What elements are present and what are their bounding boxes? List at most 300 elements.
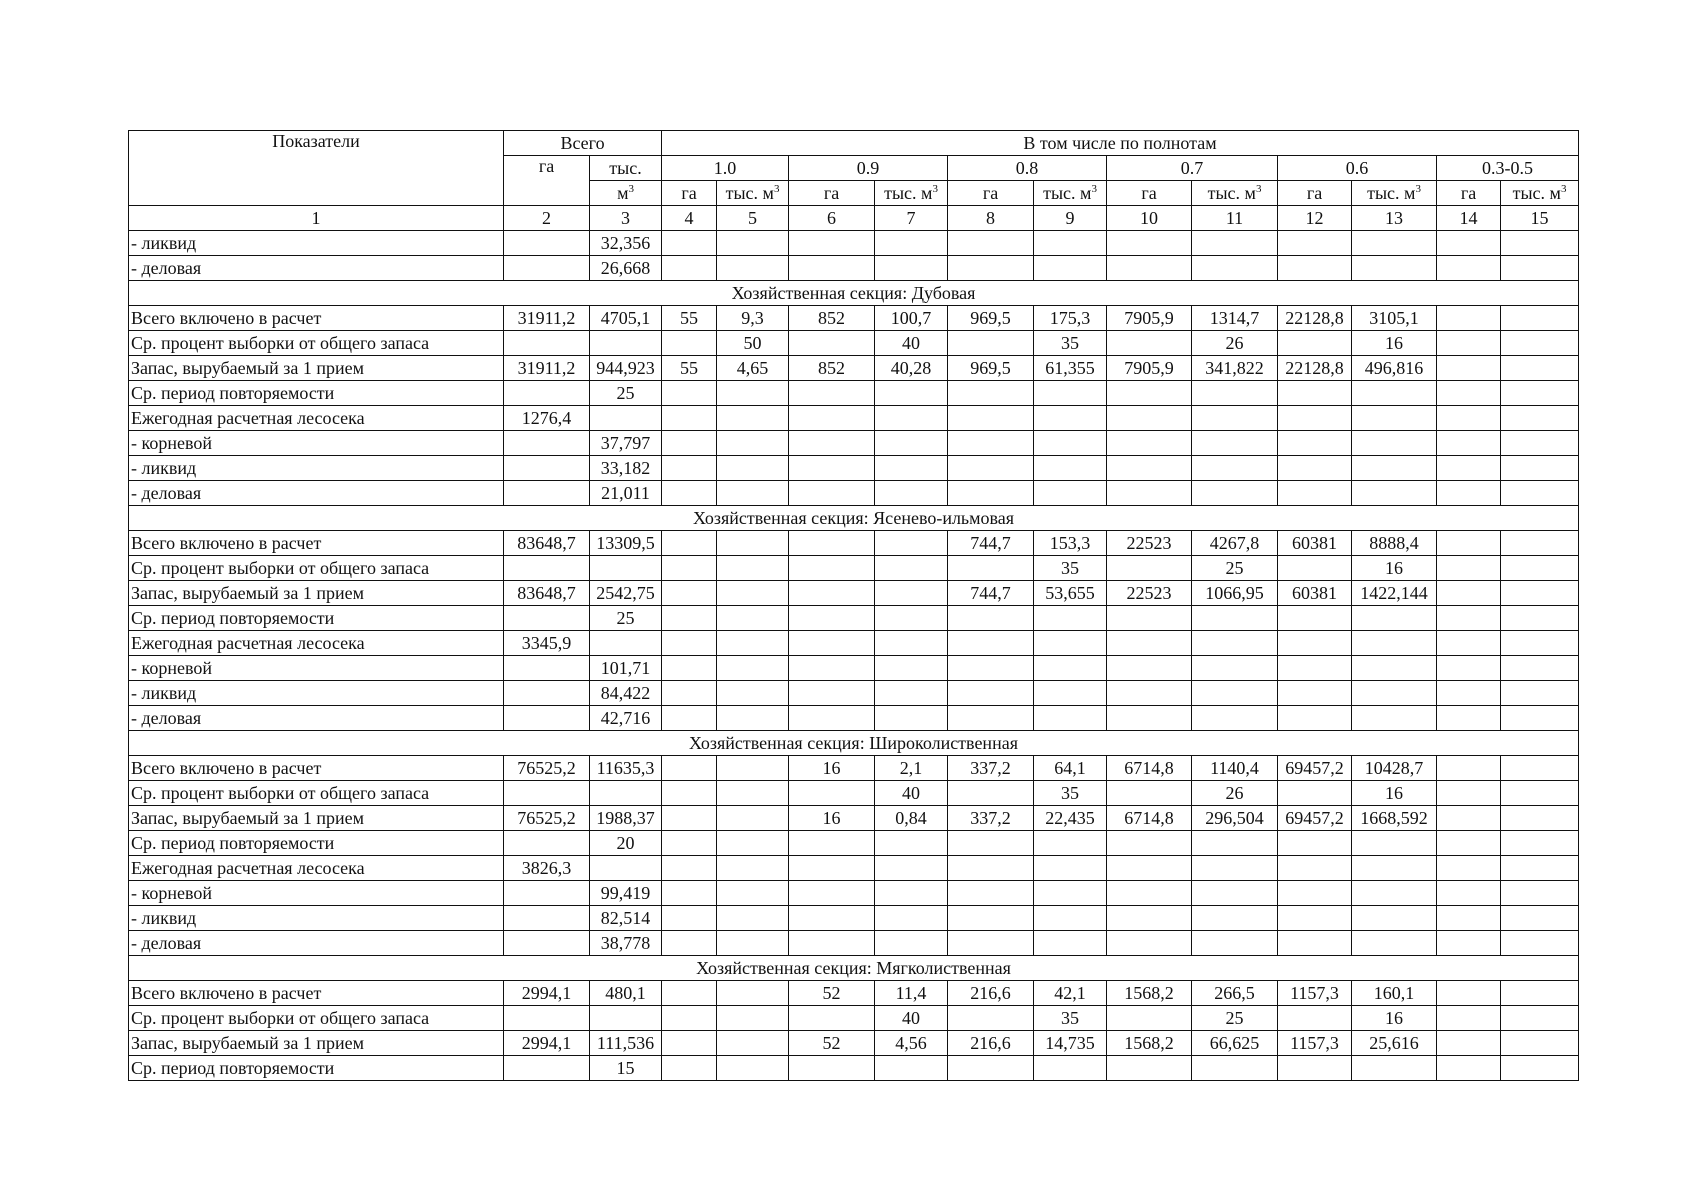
table-cell bbox=[717, 631, 789, 656]
table-cell: 3826,3 bbox=[504, 856, 590, 881]
table-cell bbox=[1437, 356, 1501, 381]
table-cell bbox=[662, 456, 717, 481]
table-cell bbox=[590, 631, 662, 656]
table-cell bbox=[1437, 656, 1501, 681]
header-unit-ha: га bbox=[1107, 181, 1192, 206]
table-cell bbox=[1352, 231, 1437, 256]
table-cell bbox=[662, 656, 717, 681]
table-cell bbox=[590, 406, 662, 431]
table-cell bbox=[1278, 481, 1352, 506]
table-cell bbox=[717, 481, 789, 506]
table-cell: 969,5 bbox=[948, 306, 1034, 331]
table-cell bbox=[1278, 881, 1352, 906]
table-cell bbox=[1278, 906, 1352, 931]
header-density-0-6: 0.6 bbox=[1278, 156, 1437, 181]
table-cell bbox=[717, 1006, 789, 1031]
table-cell: 0,84 bbox=[875, 806, 948, 831]
table-cell bbox=[1501, 456, 1579, 481]
table-cell: 52 bbox=[789, 981, 875, 1006]
table-cell bbox=[789, 431, 875, 456]
table-cell bbox=[1034, 406, 1107, 431]
table-cell: 14,735 bbox=[1034, 1031, 1107, 1056]
table-cell bbox=[1437, 781, 1501, 806]
table-cell bbox=[1278, 656, 1352, 681]
table-cell bbox=[875, 856, 948, 881]
header-unit-ha: га bbox=[662, 181, 717, 206]
table-row bbox=[129, 231, 1579, 256]
table-cell bbox=[948, 331, 1034, 356]
table-cell bbox=[1107, 1056, 1192, 1081]
row-label: Всего включено в расчет bbox=[129, 756, 504, 781]
table-cell bbox=[1278, 556, 1352, 581]
table-cell bbox=[1352, 456, 1437, 481]
table-cell bbox=[1278, 456, 1352, 481]
table-cell bbox=[1437, 456, 1501, 481]
table-cell bbox=[1437, 1031, 1501, 1056]
table-cell bbox=[1501, 656, 1579, 681]
table-cell bbox=[1107, 631, 1192, 656]
table-cell: 25 bbox=[590, 381, 662, 406]
table-cell bbox=[1107, 231, 1192, 256]
table-cell: 22128,8 bbox=[1278, 306, 1352, 331]
table-cell: 16 bbox=[1352, 1006, 1437, 1031]
table-cell: 50 bbox=[717, 331, 789, 356]
table-cell bbox=[1107, 431, 1192, 456]
table-cell bbox=[789, 856, 875, 881]
table-cell: 83648,7 bbox=[504, 581, 590, 606]
table-cell bbox=[504, 556, 590, 581]
table-row bbox=[129, 356, 1579, 381]
table-cell bbox=[1278, 1006, 1352, 1031]
column-number: 11 bbox=[1192, 206, 1278, 231]
table-cell: 160,1 bbox=[1352, 981, 1437, 1006]
table-cell bbox=[875, 406, 948, 431]
table-cell: 1140,4 bbox=[1192, 756, 1278, 781]
table-row bbox=[129, 1006, 1579, 1031]
table-cell bbox=[789, 256, 875, 281]
table-cell: 266,5 bbox=[1192, 981, 1278, 1006]
table-cell bbox=[789, 231, 875, 256]
table-cell bbox=[1352, 381, 1437, 406]
table-cell: 1568,2 bbox=[1107, 981, 1192, 1006]
header-unit-m3 bbox=[590, 181, 662, 206]
table-cell bbox=[1192, 631, 1278, 656]
table-cell: 496,816 bbox=[1352, 356, 1437, 381]
table-row bbox=[129, 881, 1579, 906]
table-cell bbox=[1192, 681, 1278, 706]
table-cell bbox=[789, 1056, 875, 1081]
table-cell bbox=[1501, 756, 1579, 781]
table-cell: 60381 bbox=[1278, 531, 1352, 556]
table-cell bbox=[717, 231, 789, 256]
table-cell bbox=[1437, 856, 1501, 881]
table-cell bbox=[1437, 606, 1501, 631]
table-cell bbox=[504, 1056, 590, 1081]
table-cell bbox=[1107, 656, 1192, 681]
table-cell: 35 bbox=[1034, 1006, 1107, 1031]
table-cell bbox=[1107, 906, 1192, 931]
table-cell bbox=[1501, 431, 1579, 456]
table-cell bbox=[789, 606, 875, 631]
header-unit-thous-m3 bbox=[875, 181, 948, 206]
table-cell bbox=[1034, 456, 1107, 481]
unit-superscript: 3 bbox=[1255, 183, 1262, 195]
column-number: 15 bbox=[1501, 206, 1579, 231]
table-cell bbox=[948, 931, 1034, 956]
table-cell bbox=[1437, 381, 1501, 406]
table-cell bbox=[1437, 481, 1501, 506]
table-cell: 22128,8 bbox=[1278, 356, 1352, 381]
table-cell bbox=[662, 531, 717, 556]
table-cell bbox=[662, 431, 717, 456]
table-cell bbox=[504, 481, 590, 506]
table-cell bbox=[504, 256, 590, 281]
table-cell bbox=[1192, 856, 1278, 881]
table-cell bbox=[875, 631, 948, 656]
header-unit-thous-m3 bbox=[1352, 181, 1437, 206]
table-cell: 1157,3 bbox=[1278, 981, 1352, 1006]
table-cell bbox=[1501, 606, 1579, 631]
table-cell bbox=[1352, 931, 1437, 956]
column-number: 14 bbox=[1437, 206, 1501, 231]
table-cell: 83648,7 bbox=[504, 531, 590, 556]
table-cell bbox=[1437, 906, 1501, 931]
table-cell: 216,6 bbox=[948, 981, 1034, 1006]
row-label: Запас, вырубаемый за 1 прием bbox=[129, 806, 504, 831]
table-cell bbox=[1437, 306, 1501, 331]
table-cell bbox=[1192, 706, 1278, 731]
table-cell: 69457,2 bbox=[1278, 806, 1352, 831]
table-cell: 4,56 bbox=[875, 1031, 948, 1056]
table-cell bbox=[1437, 881, 1501, 906]
table-cell bbox=[875, 256, 948, 281]
table-row bbox=[129, 831, 1579, 856]
table-cell bbox=[1278, 406, 1352, 431]
table-cell bbox=[717, 881, 789, 906]
table-row bbox=[129, 781, 1579, 806]
table-cell bbox=[662, 331, 717, 356]
table-row bbox=[129, 681, 1579, 706]
table-cell bbox=[662, 981, 717, 1006]
table-cell bbox=[1107, 706, 1192, 731]
table-cell: 22523 bbox=[1107, 531, 1192, 556]
header-density-0-9: 0.9 bbox=[789, 156, 948, 181]
table-cell: 64,1 bbox=[1034, 756, 1107, 781]
table-cell: 3345,9 bbox=[504, 631, 590, 656]
table-cell bbox=[948, 606, 1034, 631]
table-cell bbox=[1437, 1056, 1501, 1081]
table-cell bbox=[1437, 431, 1501, 456]
table-cell bbox=[875, 531, 948, 556]
table-cell bbox=[789, 906, 875, 931]
table-cell bbox=[1034, 431, 1107, 456]
table-row bbox=[129, 581, 1579, 606]
table-cell bbox=[789, 706, 875, 731]
table-cell: 101,71 bbox=[590, 656, 662, 681]
table-cell bbox=[1278, 256, 1352, 281]
table-cell: 6714,8 bbox=[1107, 756, 1192, 781]
table-cell bbox=[1352, 1056, 1437, 1081]
table-cell bbox=[1501, 256, 1579, 281]
table-cell bbox=[948, 781, 1034, 806]
table-cell: 480,1 bbox=[590, 981, 662, 1006]
table-cell bbox=[1437, 931, 1501, 956]
table-cell bbox=[717, 531, 789, 556]
table-row bbox=[129, 556, 1579, 581]
unit-superscript: 3 bbox=[932, 183, 938, 195]
table-cell bbox=[948, 406, 1034, 431]
table-cell bbox=[717, 756, 789, 781]
table-cell bbox=[948, 456, 1034, 481]
table-cell bbox=[789, 931, 875, 956]
table-cell bbox=[789, 831, 875, 856]
unit-superscript: 3 bbox=[1560, 183, 1567, 195]
header-total-ha: га bbox=[504, 156, 590, 206]
table-cell: 111,536 bbox=[590, 1031, 662, 1056]
table-cell bbox=[504, 831, 590, 856]
table-cell bbox=[789, 681, 875, 706]
header-unit-ha: га bbox=[789, 181, 875, 206]
table-cell bbox=[662, 1006, 717, 1031]
table-row bbox=[129, 531, 1579, 556]
table-cell bbox=[1501, 706, 1579, 731]
table-cell bbox=[1352, 881, 1437, 906]
table-cell bbox=[1278, 606, 1352, 631]
table-cell bbox=[1192, 656, 1278, 681]
table-cell bbox=[948, 656, 1034, 681]
table-cell bbox=[1107, 256, 1192, 281]
table-row bbox=[129, 456, 1579, 481]
table-cell bbox=[504, 431, 590, 456]
table-cell: 2,1 bbox=[875, 756, 948, 781]
table-cell bbox=[1107, 556, 1192, 581]
table-cell bbox=[789, 331, 875, 356]
row-label: Ср. период повторяемости bbox=[129, 831, 504, 856]
table-cell bbox=[789, 781, 875, 806]
table-cell: 7905,9 bbox=[1107, 306, 1192, 331]
unit-text: тыс. м bbox=[1043, 183, 1092, 203]
column-number: 6 bbox=[789, 206, 875, 231]
table-cell bbox=[1437, 581, 1501, 606]
table-cell bbox=[717, 456, 789, 481]
table-cell bbox=[504, 656, 590, 681]
table-cell bbox=[504, 606, 590, 631]
table-row bbox=[129, 1031, 1579, 1056]
table-cell bbox=[662, 581, 717, 606]
table-cell: 337,2 bbox=[948, 806, 1034, 831]
table-cell bbox=[789, 631, 875, 656]
table-cell bbox=[662, 831, 717, 856]
table-cell bbox=[717, 1056, 789, 1081]
table-row bbox=[129, 906, 1579, 931]
table-cell: 55 bbox=[662, 356, 717, 381]
table-cell bbox=[1437, 981, 1501, 1006]
table-cell bbox=[1352, 906, 1437, 931]
section-title: Хозяйственная секция: Мягколиственная bbox=[129, 956, 1579, 981]
row-label: Ср. процент выборки от общего запаса bbox=[129, 781, 504, 806]
table-cell bbox=[1352, 481, 1437, 506]
table-cell bbox=[717, 856, 789, 881]
table-cell: 40 bbox=[875, 1006, 948, 1031]
unit-superscript: 3 bbox=[1091, 183, 1097, 195]
row-label: Ежегодная расчетная лесосека bbox=[129, 631, 504, 656]
table-cell bbox=[1278, 431, 1352, 456]
table-cell bbox=[789, 406, 875, 431]
table-cell bbox=[948, 856, 1034, 881]
table-cell bbox=[662, 406, 717, 431]
row-label: Ср. процент выборки от общего запаса bbox=[129, 556, 504, 581]
table-cell bbox=[875, 456, 948, 481]
row-label: - ликвид bbox=[129, 231, 504, 256]
table-cell: 35 bbox=[1034, 331, 1107, 356]
section-row bbox=[129, 731, 1579, 756]
table-row bbox=[129, 656, 1579, 681]
table-cell bbox=[875, 906, 948, 931]
table-cell: 15 bbox=[590, 1056, 662, 1081]
table-row bbox=[129, 981, 1579, 1006]
table-cell bbox=[1437, 231, 1501, 256]
table-cell bbox=[1192, 381, 1278, 406]
table-cell: 1157,3 bbox=[1278, 1031, 1352, 1056]
table-cell bbox=[590, 556, 662, 581]
table-cell: 22,435 bbox=[1034, 806, 1107, 831]
table-cell bbox=[1352, 706, 1437, 731]
table-cell bbox=[1501, 531, 1579, 556]
table-cell: 66,625 bbox=[1192, 1031, 1278, 1056]
header-density-1-0: 1.0 bbox=[662, 156, 789, 181]
table-cell: 32,356 bbox=[590, 231, 662, 256]
table-cell: 31911,2 bbox=[504, 306, 590, 331]
table-cell: 16 bbox=[789, 806, 875, 831]
table-cell bbox=[1192, 906, 1278, 931]
table-cell bbox=[717, 1031, 789, 1056]
table-cell: 16 bbox=[1352, 556, 1437, 581]
table-cell bbox=[717, 381, 789, 406]
table-cell: 296,504 bbox=[1192, 806, 1278, 831]
table-row bbox=[129, 431, 1579, 456]
row-label: - корневой bbox=[129, 431, 504, 456]
table-cell: 40 bbox=[875, 331, 948, 356]
table-cell: 337,2 bbox=[948, 756, 1034, 781]
row-label: Всего включено в расчет bbox=[129, 306, 504, 331]
table-row bbox=[129, 406, 1579, 431]
table-cell bbox=[1501, 906, 1579, 931]
table-cell bbox=[875, 556, 948, 581]
unit-text: м bbox=[617, 183, 629, 203]
table-cell bbox=[1278, 1056, 1352, 1081]
table-cell: 69457,2 bbox=[1278, 756, 1352, 781]
table-cell bbox=[1278, 781, 1352, 806]
header-unit-ha: га bbox=[1278, 181, 1352, 206]
table-cell bbox=[1034, 681, 1107, 706]
table-cell: 55 bbox=[662, 306, 717, 331]
table-row bbox=[129, 631, 1579, 656]
table-cell bbox=[1352, 681, 1437, 706]
table-cell bbox=[948, 631, 1034, 656]
table-cell: 11,4 bbox=[875, 981, 948, 1006]
unit-text: тыс. м bbox=[1367, 183, 1416, 203]
table-cell bbox=[1192, 1056, 1278, 1081]
header-unit-thous-m3 bbox=[1034, 181, 1107, 206]
column-number: 2 bbox=[504, 206, 590, 231]
table-cell: 26 bbox=[1192, 331, 1278, 356]
table-cell bbox=[504, 781, 590, 806]
table-cell bbox=[948, 231, 1034, 256]
table-cell bbox=[1501, 231, 1579, 256]
table-cell bbox=[1501, 306, 1579, 331]
table-cell bbox=[875, 656, 948, 681]
table-cell: 216,6 bbox=[948, 1031, 1034, 1056]
table-cell bbox=[662, 631, 717, 656]
table-cell bbox=[1437, 1006, 1501, 1031]
table-cell bbox=[662, 856, 717, 881]
table-cell bbox=[1192, 406, 1278, 431]
table-cell bbox=[1352, 406, 1437, 431]
table-cell bbox=[662, 381, 717, 406]
table-cell: 1568,2 bbox=[1107, 1031, 1192, 1056]
header-density-0-7: 0.7 bbox=[1107, 156, 1278, 181]
table-cell bbox=[948, 1006, 1034, 1031]
column-number: 4 bbox=[662, 206, 717, 231]
table-cell bbox=[504, 1006, 590, 1031]
table-cell bbox=[875, 381, 948, 406]
table-cell bbox=[504, 706, 590, 731]
table-cell bbox=[1034, 256, 1107, 281]
table-cell bbox=[1437, 631, 1501, 656]
table-cell bbox=[1437, 681, 1501, 706]
header-total: Всего bbox=[504, 131, 662, 156]
table-row bbox=[129, 856, 1579, 881]
table-cell bbox=[1501, 1031, 1579, 1056]
table-cell: 341,822 bbox=[1192, 356, 1278, 381]
table-cell bbox=[875, 431, 948, 456]
table-cell bbox=[504, 931, 590, 956]
header-indicators: Показатели bbox=[129, 131, 504, 206]
table-cell bbox=[1278, 856, 1352, 881]
row-label: Запас, вырубаемый за 1 прием bbox=[129, 1031, 504, 1056]
table-cell bbox=[1107, 481, 1192, 506]
header-unit-thous-m3 bbox=[1192, 181, 1278, 206]
column-number: 7 bbox=[875, 206, 948, 231]
table-row bbox=[129, 256, 1579, 281]
table-cell bbox=[662, 756, 717, 781]
table-cell bbox=[1437, 706, 1501, 731]
section-title: Хозяйственная секция: Дубовая bbox=[129, 281, 1579, 306]
table-cell bbox=[590, 781, 662, 806]
table-cell: 744,7 bbox=[948, 531, 1034, 556]
table-cell bbox=[1437, 256, 1501, 281]
table-cell bbox=[590, 331, 662, 356]
table-cell bbox=[948, 481, 1034, 506]
table-cell bbox=[948, 681, 1034, 706]
table-cell bbox=[504, 456, 590, 481]
table-cell bbox=[717, 831, 789, 856]
table-cell bbox=[1437, 556, 1501, 581]
table-cell bbox=[875, 231, 948, 256]
table-cell bbox=[789, 456, 875, 481]
header-density-0-3-0-5: 0.3-0.5 bbox=[1437, 156, 1579, 181]
table-cell bbox=[1192, 481, 1278, 506]
row-label: Ежегодная расчетная лесосека bbox=[129, 856, 504, 881]
section-row bbox=[129, 281, 1579, 306]
row-label: - корневой bbox=[129, 656, 504, 681]
table-cell bbox=[1501, 781, 1579, 806]
table-cell: 82,514 bbox=[590, 906, 662, 931]
header-unit-thous-m3 bbox=[717, 181, 789, 206]
table-cell bbox=[1034, 481, 1107, 506]
table-cell: 1668,592 bbox=[1352, 806, 1437, 831]
table-cell bbox=[717, 706, 789, 731]
